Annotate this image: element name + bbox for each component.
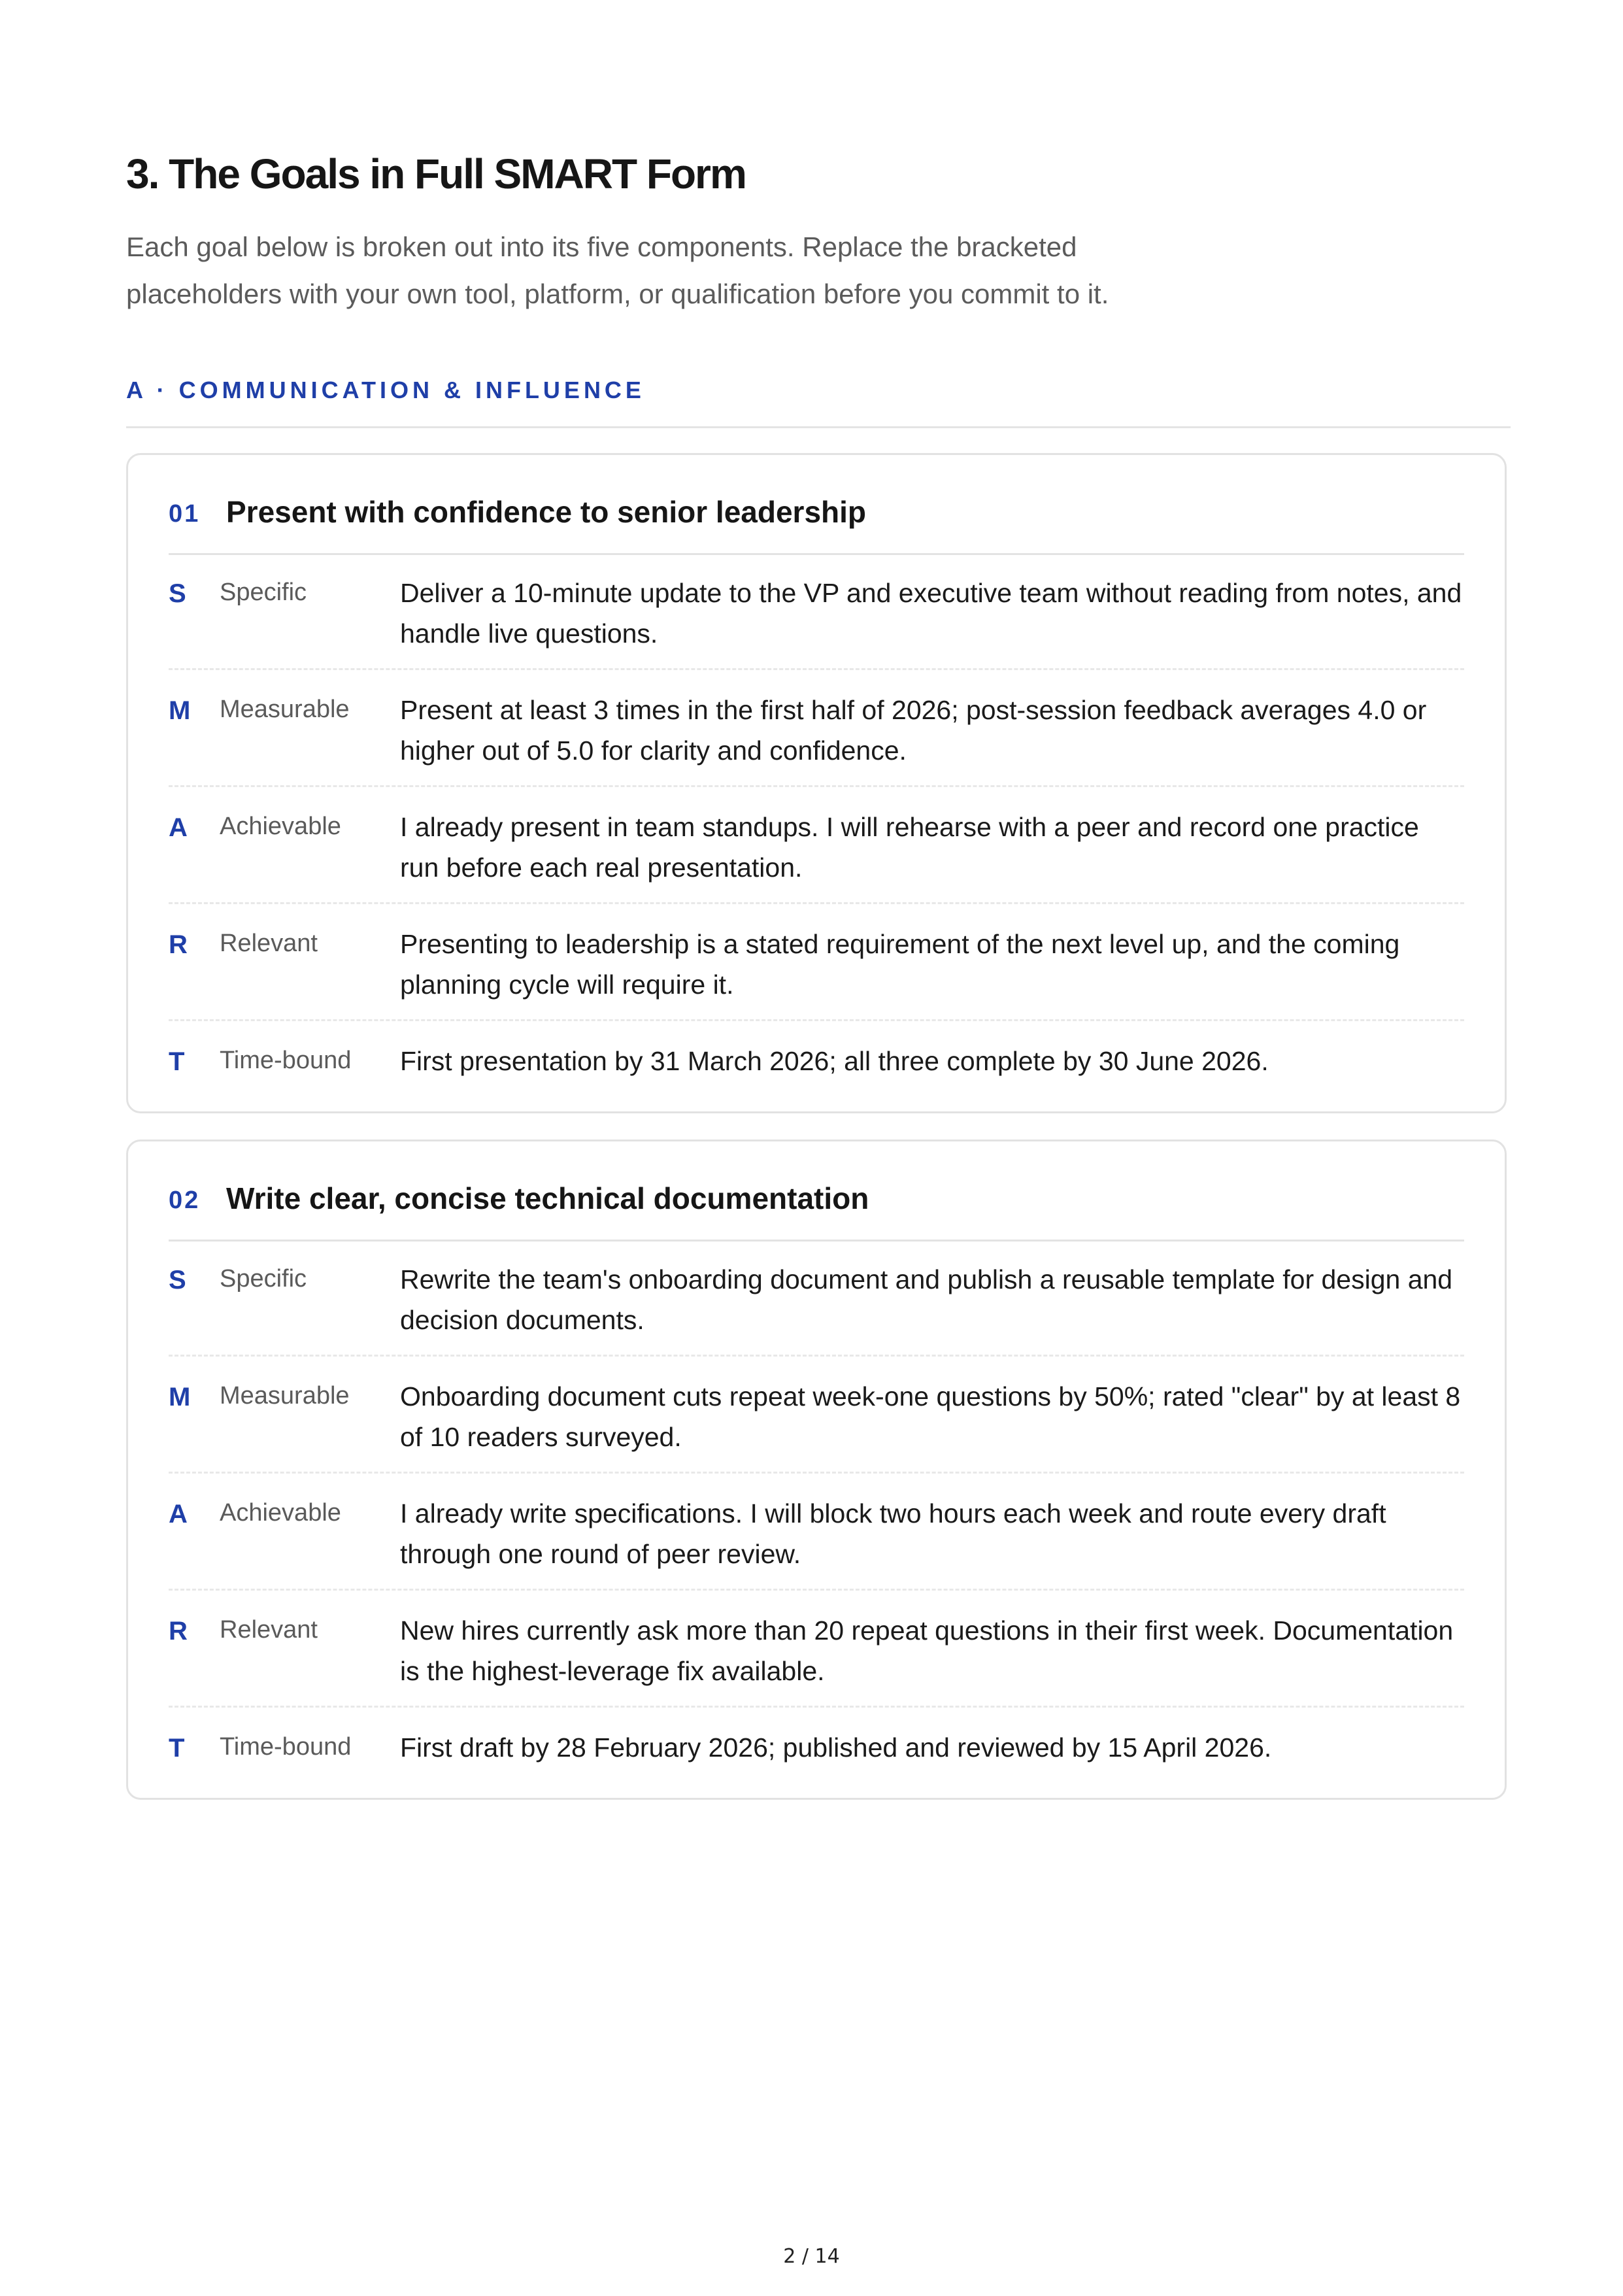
smart-label: Measurable (220, 696, 350, 723)
smart-text: New hires currently ask more than 20 repeat questions in their first week. Documentation is the highest-leverage fix available. (400, 1615, 1454, 1686)
smart-row-measurable (169, 670, 1464, 787)
smart-letter: M (169, 696, 191, 725)
smart-letter: R (169, 930, 188, 959)
smart-text: Presenting to leadership is a stated requirement of the next level up, and the coming planning cycle will require it. (400, 929, 1400, 1000)
goal-card-header (169, 1168, 1464, 1241)
smart-letter: A (169, 813, 188, 842)
goal-card-01 (126, 453, 1507, 1113)
smart-label: Specific (220, 579, 307, 606)
smart-letter: A (169, 1500, 188, 1528)
goal-card-02 (126, 1140, 1507, 1800)
smart-label: Time-bound (220, 1733, 352, 1761)
smart-text: Deliver a 10-minute update to the VP and executive team without reading from notes, and handle live questions. (400, 578, 1462, 649)
smart-text: I already write specifications. I will block two hours each week and route every draft through one round of peer review. (400, 1498, 1386, 1569)
smart-row-time-bound (169, 1708, 1464, 1782)
goal-card-header (169, 481, 1464, 555)
page-title: 3. The Goals in Full SMART Form (126, 150, 746, 197)
smart-text: First draft by 28 February 2026; published and reviewed by 15 April 2026. (400, 1732, 1272, 1763)
page-number: 2 / 14 (783, 2245, 840, 2268)
smart-text: I already present in team standups. I will rehearse with a peer and record one practice run before each real presentation. (400, 812, 1419, 883)
smart-row-measurable (169, 1357, 1464, 1474)
smart-row-time-bound (169, 1021, 1464, 1096)
smart-text: Present at least 3 times in the first half of 2026; post-session feedback averages 4.0 or higher out of 5.0 for clarity and confidence. (400, 695, 1427, 766)
smart-row-achievable (169, 1474, 1464, 1591)
smart-text: Onboarding document cuts repeat week-one questions by 50%; rated "clear" by at least 8 of 10 readers surveyed. (400, 1381, 1461, 1452)
smart-label: Measurable (220, 1382, 350, 1410)
intro-paragraph: Each goal below is broken out into its five components. Replace the bracketed placeholders with your own tool, platform, or qualification before you commit to it. (126, 231, 1109, 309)
goal-title: Present with confidence to senior leadership (226, 495, 867, 529)
smart-rows (169, 553, 1464, 1096)
smart-label: Specific (220, 1265, 307, 1292)
smart-letter: S (169, 579, 186, 608)
smart-row-relevant (169, 904, 1464, 1021)
smart-text: First presentation by 31 March 2026; all three complete by 30 June 2026. (400, 1046, 1269, 1076)
smart-label: Time-bound (220, 1047, 352, 1074)
smart-letter: T (169, 1047, 185, 1076)
smart-rows (169, 1240, 1464, 1782)
goal-title: Write clear, concise technical documentation (226, 1181, 869, 1215)
smart-row-specific (169, 553, 1464, 670)
smart-label: Relevant (220, 930, 318, 957)
section-divider (126, 426, 1511, 428)
smart-label: Achievable (220, 1499, 341, 1527)
smart-row-achievable (169, 787, 1464, 904)
section-label: A · COMMUNICATION & INFLUENCE (126, 377, 645, 403)
smart-letter: S (169, 1266, 186, 1294)
smart-letter: T (169, 1734, 185, 1763)
goal-number: 02 (169, 1187, 201, 1214)
smart-letter: M (169, 1383, 191, 1411)
goal-number: 01 (169, 500, 201, 528)
smart-row-specific (169, 1240, 1464, 1357)
smart-letter: R (169, 1617, 188, 1646)
smart-label: Achievable (220, 813, 341, 840)
smart-row-relevant (169, 1591, 1464, 1708)
smart-text: Rewrite the team's onboarding document and publish a reusable template for design and decision documents. (400, 1264, 1453, 1335)
smart-label: Relevant (220, 1616, 318, 1644)
